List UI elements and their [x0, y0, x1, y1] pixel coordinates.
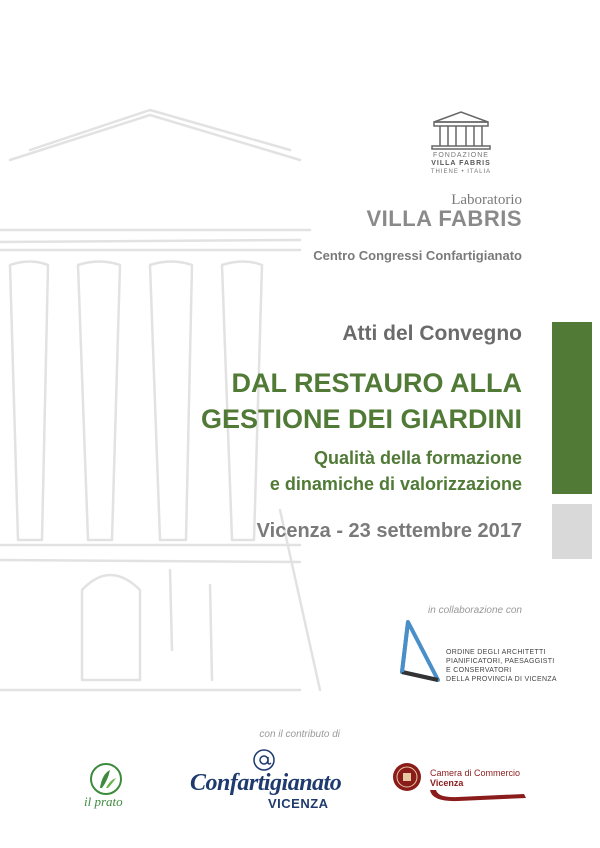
contribution-label: con il contributo di	[259, 729, 340, 740]
subtitle-line-2: e dinamiche di valorizzazione	[269, 474, 522, 494]
centro-congressi: Centro Congressi Confartigianato	[313, 248, 522, 263]
atti-heading: Atti del Convegno	[342, 322, 522, 345]
title-line-2: GESTIONE DEI GIARDINI	[200, 404, 522, 434]
camera-line-2: Vicenza	[430, 778, 464, 788]
camera-swoosh-icon	[428, 786, 528, 804]
camera-commercio-seal-icon	[392, 762, 422, 792]
lab-label: Laboratorio	[451, 192, 522, 208]
foundation-line3: THIENE • ITALIA	[430, 169, 492, 175]
ordine-line-2: PIANIFICATORI, PAESAGGISTI	[446, 658, 555, 665]
event-date: Vicenza - 23 settembre 2017	[256, 520, 522, 542]
prato-leaf-icon	[88, 762, 124, 796]
title-line-1: DAL RESTAURO ALLA	[231, 368, 522, 398]
confartigianato-logo-text: Confartigianato	[190, 770, 342, 796]
confartigianato-city: VICENZA	[268, 796, 329, 811]
ordine-line-4: DELLA PROVINCIA DI VICENZA	[446, 676, 557, 683]
subtitle-line-1: Qualità della formazione	[313, 448, 522, 468]
camera-line-1: Camera di Commercio	[430, 768, 521, 778]
ordine-line-1: ORDINE DEGLI ARCHITETTI	[446, 649, 546, 656]
accent-grey-bar	[552, 504, 592, 559]
accent-green-bar	[552, 322, 592, 494]
confartigianato-at-icon	[252, 748, 276, 772]
foundation-logo-text	[420, 152, 502, 176]
ordine-line-3: E CONSERVATORI	[446, 667, 512, 674]
ordine-architetti-logo-icon	[398, 620, 444, 686]
foundation-line2: VILLA FABRIS	[431, 160, 491, 167]
villa-fabris-logo-icon	[430, 110, 492, 150]
ordine-architetti-text	[446, 648, 557, 684]
collaboration-label: in collaborazione con	[428, 605, 522, 616]
villa-facade-drawing	[0, 90, 340, 710]
lab-name: VILLA FABRIS	[366, 206, 522, 231]
foundation-line1: FONDAZIONE	[433, 152, 489, 159]
prato-logo-text: il prato	[84, 794, 123, 809]
